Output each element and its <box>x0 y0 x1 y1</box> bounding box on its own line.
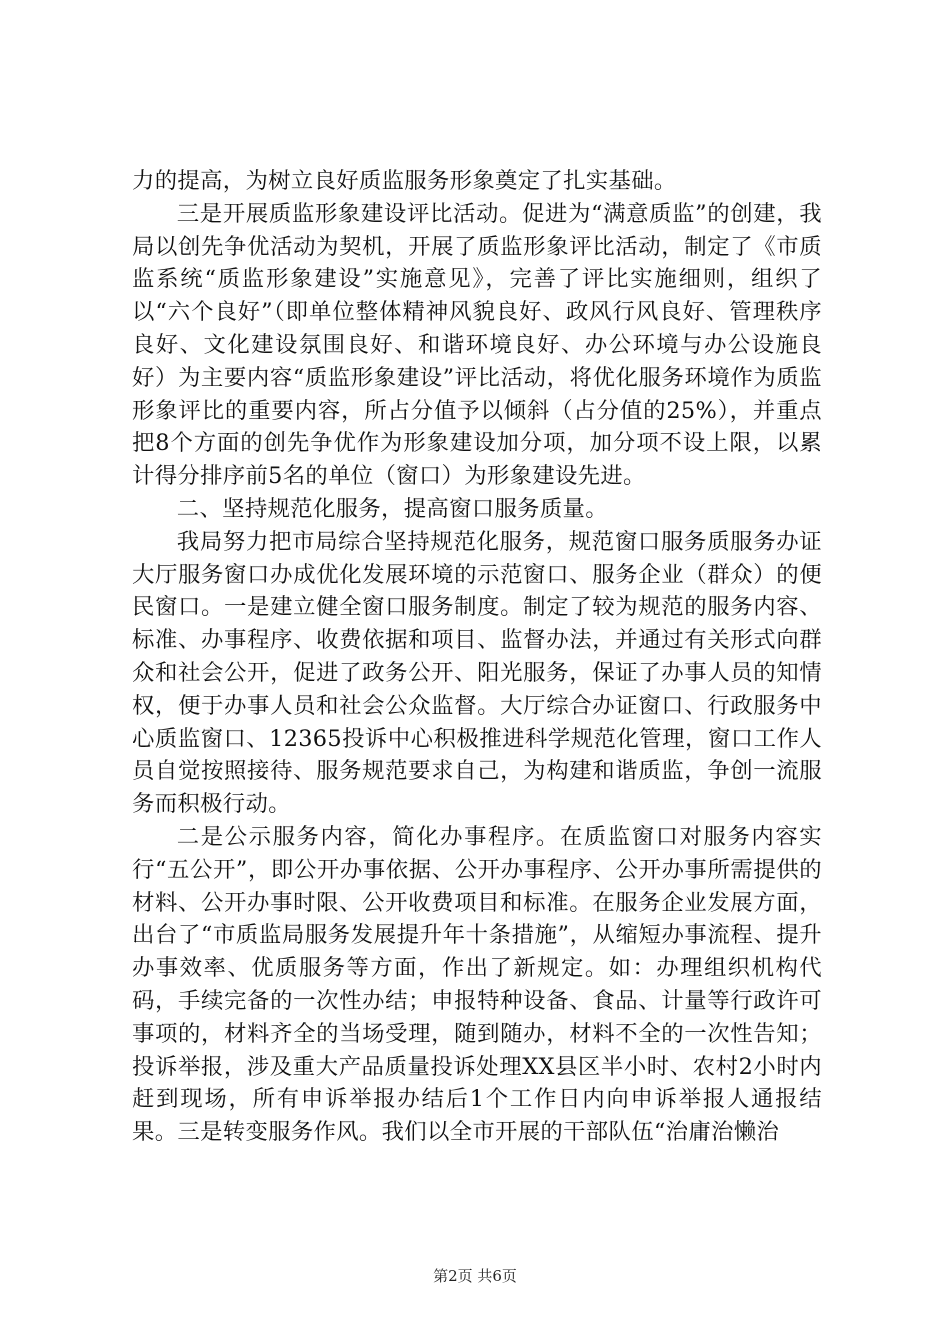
document-body <box>132 165 822 1149</box>
section-heading-standardized-service: 二、坚持规范化服务，提高窗口服务质量。 <box>176 495 608 522</box>
paragraph-public-disclosure: 二是公示服务内容，简化办事程序。在质监窗口对服务内容实行“五公开”，即公开办事依据、公开办事程序、公开办事所需提供的材料、公开办事时限、公开收费项目和标准。在服务企业发展方面，出台了“市质监局服务发展提升年十条措施”，从缩短办事流程、提升办事效率、优质服务等方面，作出了新规定。如：办理组织机构代码，手续完备的一次性办结；申报特种设备、食品、计量等行政许可事项的，材料齐全的当场受理，随到随办，材料不全的一次性告知；投诉举报，涉及重大产品质量投诉处理XX县区半小时、农村2小时内赶到现场，所有申诉举报办结后1个工作日内向申诉举报人通报结果。三是转变服务作风。我们以全市开展的干部队伍“治庸治懒治 <box>132 823 822 1146</box>
paragraph-image-building: 三是开展质监形象建设评比活动。促进为“满意质监”的创建，我局以创先争优活动为契机，开展了质监形象评比活动，制定了《市质监系统“质监形象建设”实施意见》，完善了评比实施细则，组织了以“六个良好”（即单位整体精神风貌良好、政风行风良好、管理秩序良好、文化建设氛围良好、和谐环境良好、办公环境与办公设施良好）为主要内容“质监形象建设”评比活动，将优化服务环境作为质监形象评比的重要内容，所占分值予以倾斜（占分值的25%），并重点把8个方面的创先争优作为形象建设加分项，加分项不设上限，以累计得分排序前5名的单位（窗口）为形象建设先进。 <box>132 200 822 490</box>
page-number-footer: 第2页 共6页 <box>433 1267 517 1285</box>
paragraph-window-service: 我局努力把市局综合坚持规范化服务，规范窗口服务质服务办证大厅服务窗口办成优化发展环境的示范窗口、服务企业（群众）的便民窗口。一是建立健全窗口服务制度。制定了较为规范的服务内容、标准、办事程序、收费依据和项目、监督办法，并通过有关形式向群众和社会公开，促进了政务公开、阳光服务，保证了办事人员的知情权，便于办事人员和社会公众监督。大厅综合办证窗口、行政服务中心质监窗口、12365投诉中心积极推进科学规范化管理，窗口工作人员自觉按照接待、服务规范要求自己，为构建和谐质监，争创一流服务而积极行动。 <box>132 528 822 818</box>
paragraph-continuation: 力的提高，为树立良好质监服务形象奠定了扎实基础。 <box>132 168 677 194</box>
